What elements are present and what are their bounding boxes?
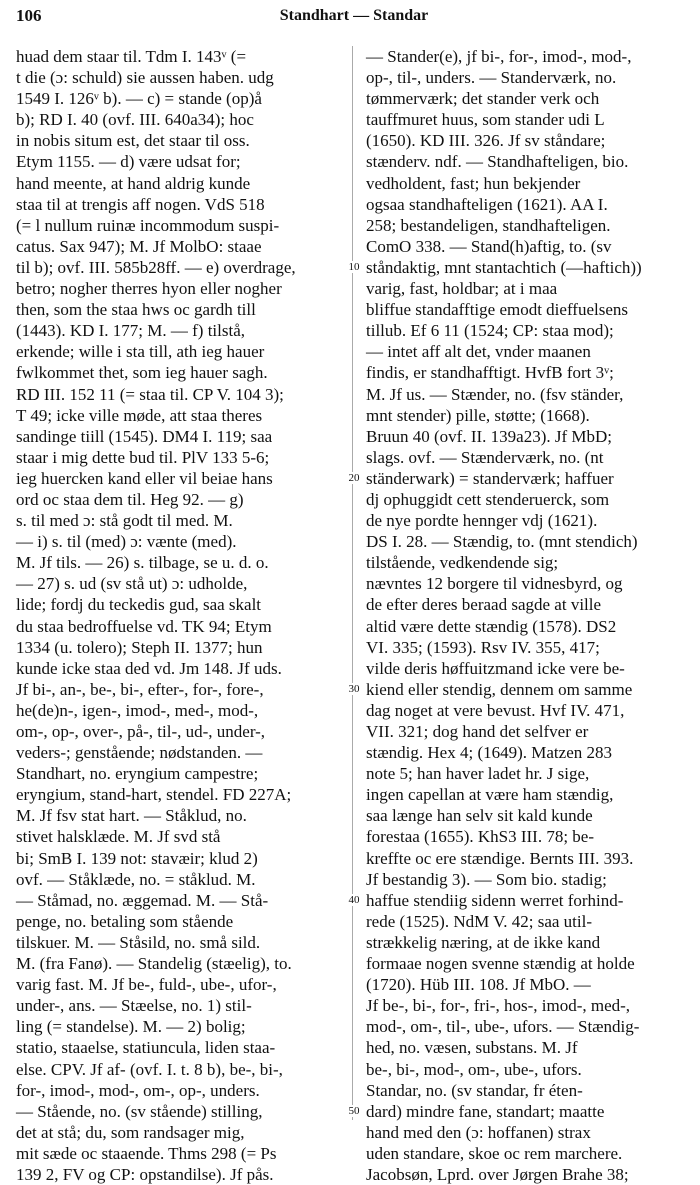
gutter-line-number: 30	[344, 683, 364, 695]
text-line: eryngium, stand-hart, stendel. FD 227A;	[16, 785, 292, 805]
text-line: ståndaktig, mnt stantachtich (—haftich))	[366, 257, 642, 277]
text-line: penge, no. betaling som stående	[16, 911, 234, 931]
text-line: sandinge tiill (1545). DM4 I. 119; saa	[16, 426, 273, 446]
text-line: else. CPV. Jf af- (ovf. I. t. 8 b), be-, bi-,	[16, 1059, 283, 1079]
text-line: vilde deris høffuitzmand icke vere be-	[366, 658, 625, 678]
text-line: dj ophuggidt cett stenderuerck, som	[366, 489, 610, 509]
text-line: staar i mig dette bud til. PlV 133 5-6;	[16, 447, 270, 467]
text-line: betro; nogher therres hyon eller nogher	[16, 279, 282, 299]
text-line: ingen capellan at være ham stændig,	[366, 785, 614, 805]
text-line: uden standare, skoe oc rem marchere.	[366, 1143, 623, 1163]
text-line: (= l nullum ruinæ incommodum suspi-	[16, 215, 280, 235]
text-line: dag noget at vere bevust. Hvf IV. 471,	[366, 700, 625, 720]
text-line: 1549 I. 126ᵛ b). — c) = stande (op)å	[16, 89, 262, 109]
text-line: Jf bi-, an-, be-, bi-, efter-, for-, fore-,	[16, 679, 264, 699]
text-line: Jf be-, bi-, for-, fri-, hos-, imod-, med-,	[366, 996, 631, 1016]
text-line: tauffmuret huus, som stander udi L	[366, 110, 605, 130]
text-line: mod-, om-, til-, ube-, ufors. — Stændig-	[366, 1017, 640, 1037]
text-line: — Ståmad, no. æggemad. M. — Stå-	[16, 890, 269, 910]
text-line: dard) mindre fane, standart; maatte	[366, 1101, 605, 1121]
text-line: — 27) s. ud (sv stå ut) ɔ: udholde,	[16, 574, 248, 594]
text-line: tømmerværk; det stander verk och	[366, 89, 600, 109]
text-line: — Stående, no. (sv stående) stilling,	[16, 1101, 263, 1121]
text-line: erkende; wille i sta till, ath ieg hauer	[16, 342, 265, 362]
text-line: lide; fordj du teckedis gud, saa skalt	[16, 595, 262, 615]
left-column	[16, 46, 342, 1184]
text-line: til b); ovf. III. 585b28ff. — e) overdrage,	[16, 257, 296, 277]
text-line: bi; SmB I. 139 not: stavæir; klud 2)	[16, 848, 258, 868]
text-line: — intet aff alt det, vnder maanen	[366, 342, 591, 362]
text-line: Jf bestandig 3). — Som bio. stadig;	[366, 869, 607, 889]
text-line: tilskuer. M. — Ståsild, no. små sild.	[16, 932, 261, 952]
text-line: (1650). KD III. 326. Jf sv ståndare;	[366, 131, 606, 151]
text-line: fwlkommet thet, som ieg hauer sagh.	[16, 363, 268, 383]
text-line: varig fast. M. Jf be-, fuld-, ube-, ufor-,	[16, 975, 277, 995]
text-line: DS I. 28. — Stændig, to. (mnt stendich)	[366, 532, 638, 552]
text-line: be-, bi-, mod-, om-, ube-, ufors.	[366, 1059, 582, 1079]
text-line: RD III. 152 11 (= staa til. CP V. 104 3);	[16, 384, 284, 404]
text-line: hand med den (ɔ: hoffanen) strax	[366, 1122, 591, 1142]
text-line: slags. ovf. — Stænderværk, no. (nt	[366, 447, 604, 467]
text-line: stændig. Hex 4; (1649). Matzen 283	[366, 743, 612, 763]
text-line: he(de)n-, igen-, imod-, med-, mod-,	[16, 700, 259, 720]
text-line: Etym 1155. — d) være udsat for;	[16, 152, 241, 172]
text-line: bliffue standafftige emodt dieffuelsens	[366, 300, 629, 320]
gutter-line-number: 20	[344, 472, 364, 484]
text-line: t die (ɔ: schuld) sie aussen haben. udg	[16, 68, 274, 88]
page-header	[16, 6, 692, 30]
text-line: (1443). KD I. 177; M. — f) tilstå,	[16, 321, 246, 341]
text-line: Standhart, no. eryngium campestre;	[16, 764, 259, 784]
text-line: tilstående, vedkendende sig;	[366, 553, 559, 573]
text-line: varig, fast, holdbar; at i maa	[366, 279, 558, 299]
column-divider	[352, 46, 353, 1120]
text-line: strækkelig næring, at de ikke kand	[366, 932, 601, 952]
text-line: statio, staaelse, statiuncula, liden staa-	[16, 1038, 276, 1058]
text-line: ogsaa standhafteligen (1621). AA I.	[366, 194, 608, 214]
text-line: kiend eller stendig, dennem om samme	[366, 679, 633, 699]
text-line: 139 2, FV og CP: opstandilse). Jf pås.	[16, 1164, 274, 1184]
text-line: altid være dette stændig (1578). DS2	[366, 616, 617, 636]
text-line: om-, op-, over-, på-, til-, ud-, under-,	[16, 722, 266, 741]
text-line: under-, ans. — Stæelse, no. 1) stil-	[16, 996, 252, 1016]
text-line: formaae nogen svenne stændig at holde	[366, 954, 635, 974]
text-line: M. Jf us. — Stænder, no. (fsv ständer,	[366, 384, 624, 404]
gutter-line-number: 40	[344, 894, 364, 906]
right-column	[366, 46, 695, 1184]
text-line: kreffte oc ere stændige. Bernts III. 393.	[366, 848, 634, 868]
text-line: saa længe han selv sit kald kunde	[366, 806, 593, 826]
text-line: vedholdent, fast; hun bekjender	[366, 173, 581, 193]
gutter-line-number: 10	[344, 261, 364, 273]
running-head: Standhart — Standar	[279, 7, 429, 24]
text-line: for-, imod-, mod-, om-, op-, unders.	[16, 1080, 260, 1100]
text-line: stænderv. ndf. — Standhafteligen, bio.	[366, 152, 629, 172]
text-line: de nye pordte hennger vdj (1621).	[366, 511, 598, 531]
page-number: 106	[16, 6, 42, 25]
text-line: s. til med ɔ: stå godt til med. M.	[16, 511, 233, 531]
text-line: staa til at trengis aff nogen. VdS 518	[16, 194, 265, 214]
text-line: (1720). Hüb III. 108. Jf MbO. —	[366, 975, 591, 995]
text-line: b); RD I. 40 (ovf. III. 640a34); hoc	[16, 110, 254, 130]
text-line: 1334 (u. tolero); Steph II. 1377; hun	[16, 637, 263, 657]
text-line: op-, til-, unders. — Standerværk, no.	[366, 68, 617, 88]
text-line: tillub. Ef 6 11 (1524; CP: staa mod);	[366, 321, 614, 341]
text-line: VII. 321; dog hand det selfver er	[366, 722, 589, 741]
text-line: haffue stendiig sidenn werret forhind-	[366, 890, 624, 910]
text-line: note 5; han haver ladet hr. J sige,	[366, 764, 590, 784]
gutter-line-number: 50	[344, 1105, 364, 1117]
text-line: ständerwark) = standerværk; haffuer	[366, 468, 614, 488]
text-line: mnt stender) pille, støtte; (1668).	[366, 405, 590, 425]
text-line: findis, er standhafftigt. HvfB fort 3ᵛ;	[366, 363, 614, 383]
text-line: then, som the staa hws oc gardh till	[16, 300, 256, 320]
text-line: Jacobsøn, Lprd. over Jørgen Brahe 38;	[366, 1164, 629, 1184]
text-line: veders-; genstående; nødstanden. —	[16, 743, 263, 763]
text-line: mit sæde oc staaende. Thms 298 (= Ps	[16, 1143, 277, 1163]
text-line: 258; bestandeligen, standhafteligen.	[366, 215, 611, 235]
text-line: nævntes 12 borgere til vidnesbyrd, og	[366, 574, 623, 594]
text-line: ComO 338. — Stand(h)aftig, to. (sv	[366, 236, 612, 256]
text-line: Bruun 40 (ovf. II. 139a23). Jf MbD;	[366, 426, 612, 446]
text-line: ieg huercken kand eller vil beiae hans	[16, 468, 273, 488]
text-line: kunde icke staa ded vd. Jm 148. Jf uds.	[16, 658, 282, 678]
text-line: — Stander(e), jf bi-, for-, imod-, mod-,	[366, 47, 632, 66]
text-line: T 49; icke ville møde, att staa theres	[16, 405, 263, 425]
text-line: ovf. — Ståklæde, no. = ståklud. M.	[16, 869, 256, 889]
text-line: ling (= standelse). M. — 2) bolig;	[16, 1017, 246, 1037]
text-line: — i) s. til (med) ɔ: vænte (med).	[16, 532, 237, 552]
text-line: Standar, no. (sv standar, fr éten-	[366, 1080, 583, 1100]
text-line: huad dem staar til. Tdm I. 143ᵛ (=	[16, 47, 247, 66]
text-line: rede (1525). NdM V. 42; saa util-	[366, 911, 593, 931]
text-line: hed, no. væsen, substans. M. Jf	[366, 1038, 578, 1058]
text-line: forestaa (1655). KhS3 III. 78; be-	[366, 827, 595, 847]
text-line: ord oc staa dem til. Heg 92. — g)	[16, 489, 244, 509]
text-line: hand meente, at hand aldrig kunde	[16, 173, 251, 193]
text-line: du staa bedroffuelse vd. TK 94; Etym	[16, 616, 272, 636]
text-line: de efter deres beraad sagde at ville	[366, 595, 602, 615]
text-line: VI. 335; (1593). Rsv IV. 355, 417;	[366, 637, 600, 657]
text-line: in nobis situm est, det staar til oss.	[16, 131, 250, 151]
text-line: det at stå; du, som randsager mig,	[16, 1122, 245, 1142]
text-line: M. (fra Fanø). — Standelig (stæelig), to.	[16, 954, 292, 974]
text-line: M. Jf tils. — 26) s. tilbage, se u. d. o.	[16, 553, 269, 573]
text-line: M. Jf fsv stat hart. — Ståklud, no.	[16, 806, 247, 826]
text-line: catus. Sax 947); M. Jf MolbO: staae	[16, 236, 262, 256]
text-line: stivet halsklæde. M. Jf svd stå	[16, 827, 221, 847]
